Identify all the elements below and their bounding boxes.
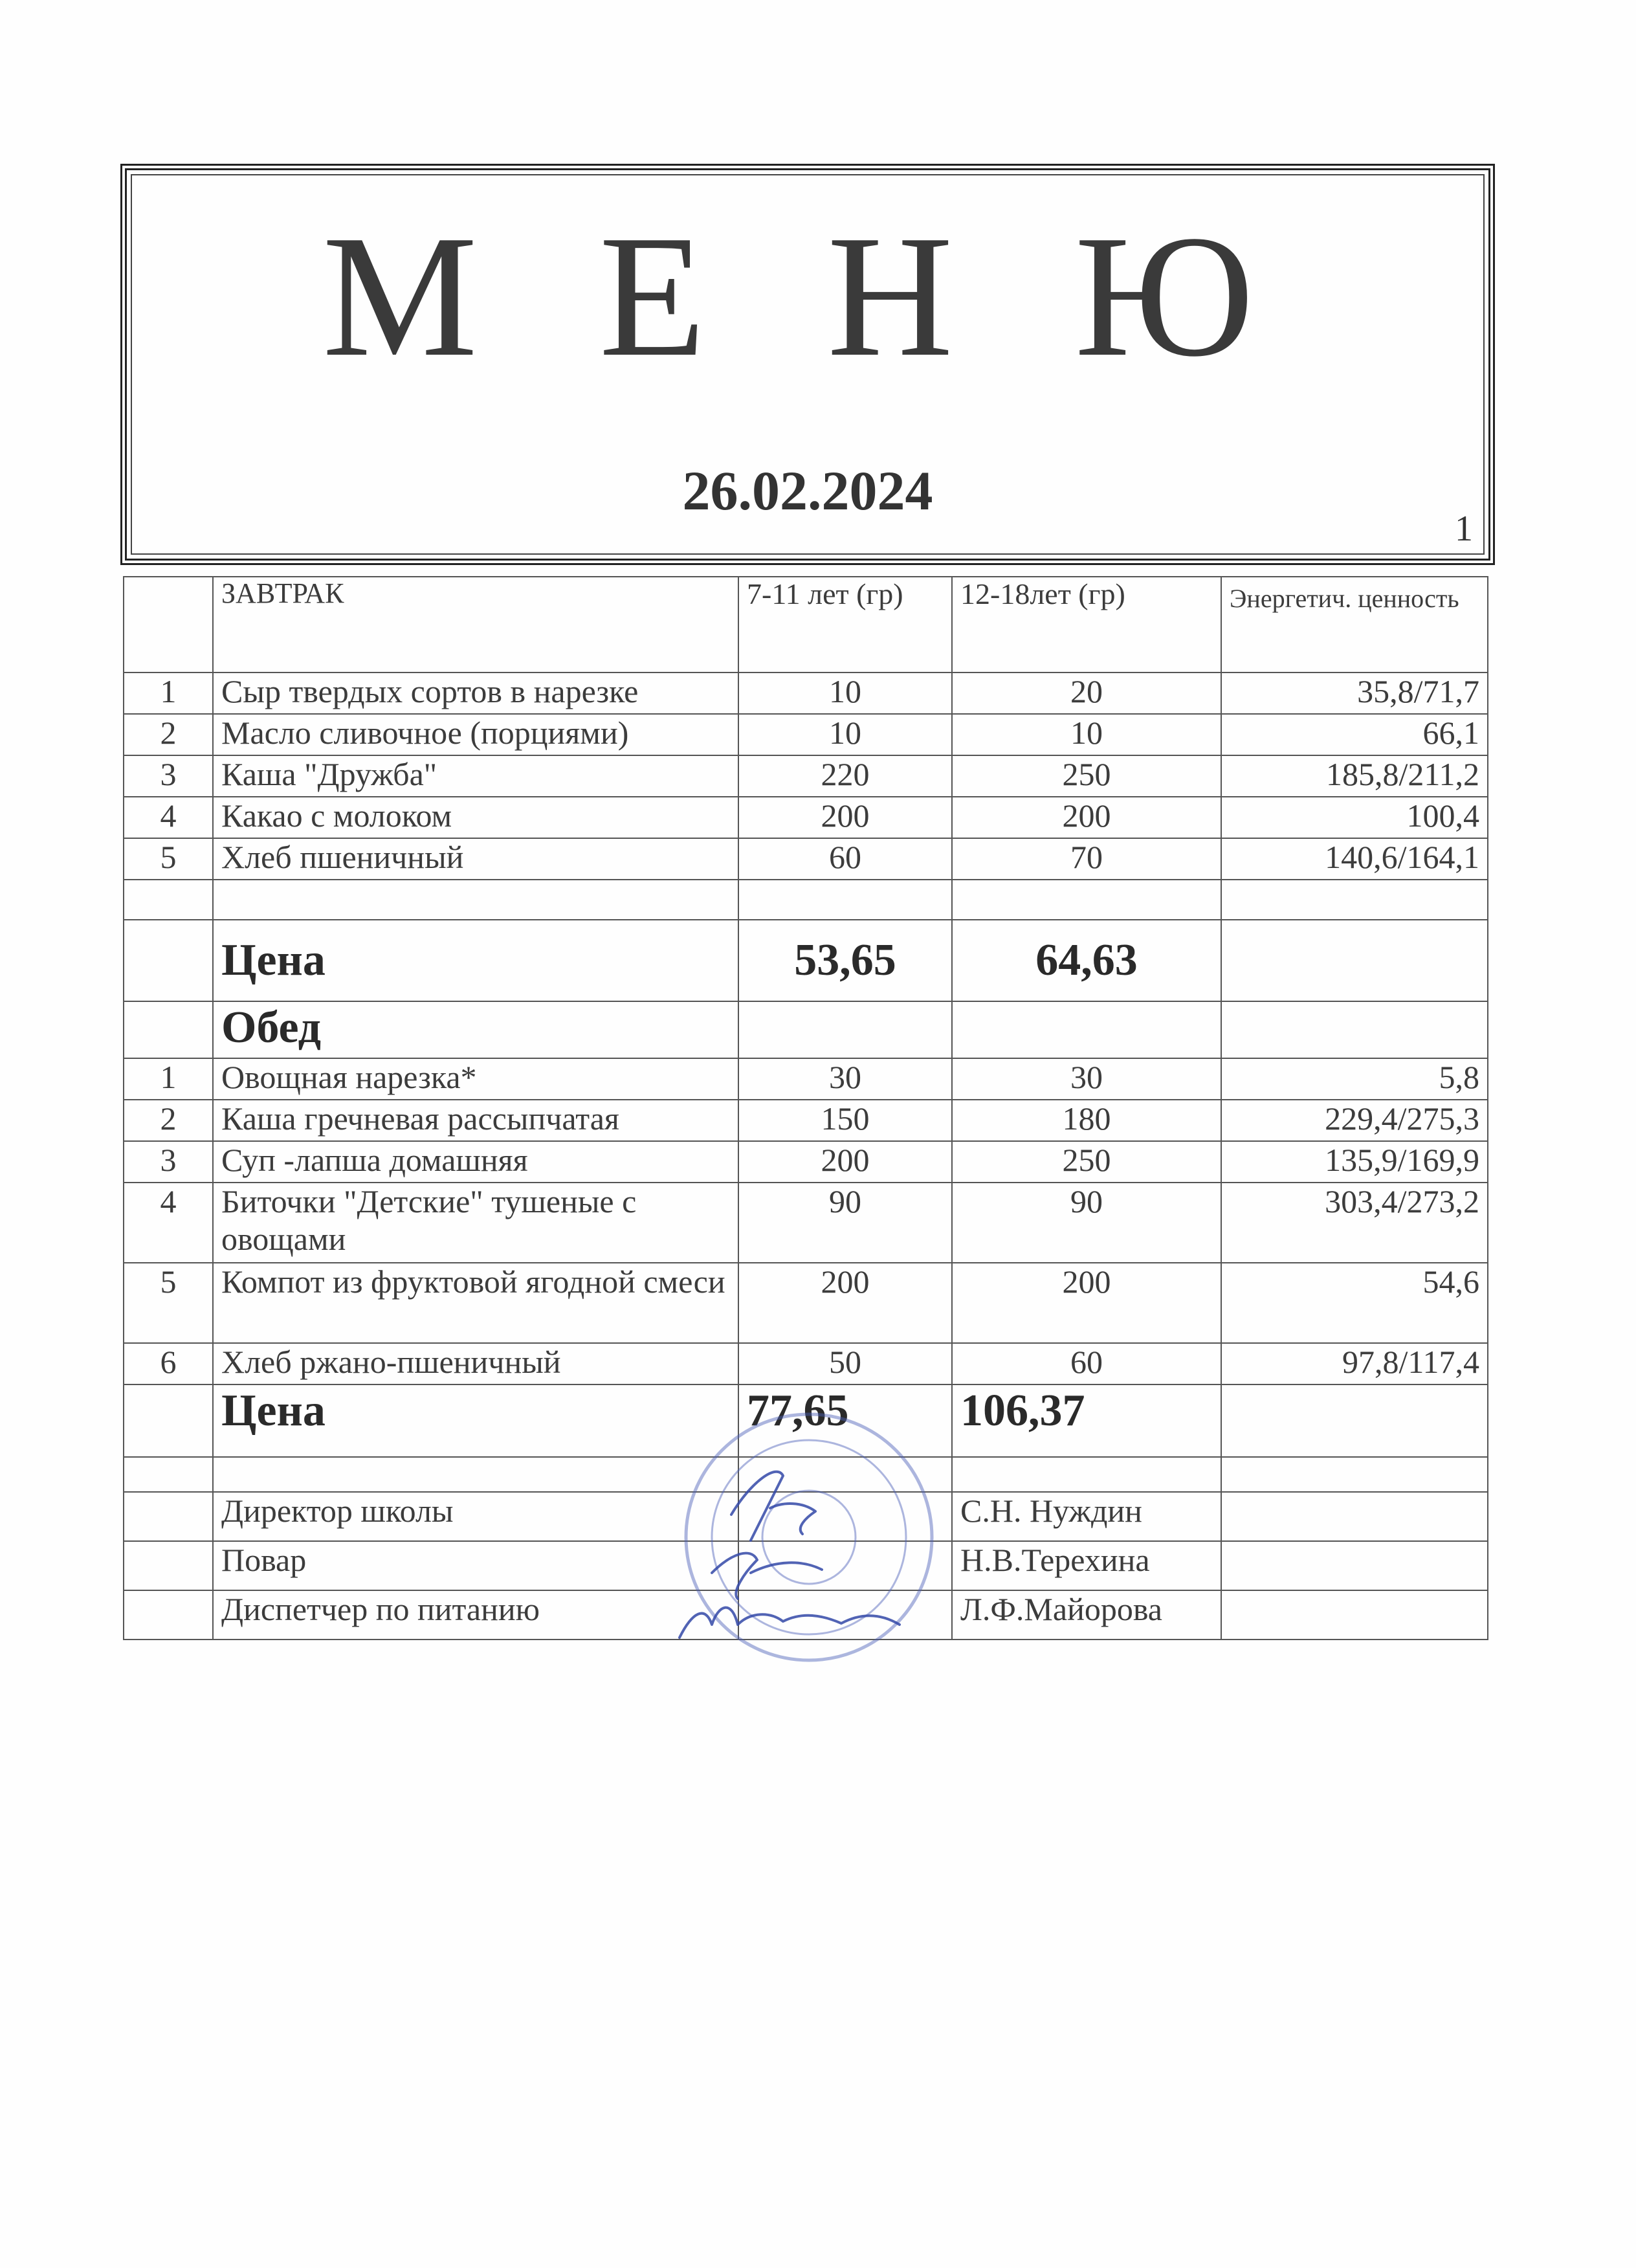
signature-role: Диспетчер по питанию bbox=[213, 1590, 738, 1640]
row-number: 3 bbox=[124, 1141, 213, 1183]
col-energy-header: Энергетич. ценность bbox=[1221, 577, 1488, 673]
page-number: 1 bbox=[1455, 509, 1473, 549]
signature-person: С.Н. Нуждин bbox=[952, 1492, 1221, 1541]
empty-cell bbox=[738, 1001, 952, 1058]
empty-cell bbox=[738, 1457, 952, 1492]
empty-cell bbox=[1221, 1590, 1488, 1640]
portion-7-11: 150 bbox=[738, 1100, 952, 1141]
empty-cell bbox=[213, 880, 738, 920]
portion-12-18: 250 bbox=[952, 755, 1221, 797]
signature-role: Повар bbox=[213, 1541, 738, 1590]
empty-cell bbox=[124, 1457, 213, 1492]
portion-7-11: 200 bbox=[738, 1263, 952, 1343]
table-row bbox=[124, 1058, 1488, 1100]
empty-cell bbox=[738, 1590, 952, 1640]
empty-row bbox=[124, 1457, 1488, 1492]
table-row bbox=[124, 673, 1488, 714]
breakfast-heading: ЗАВТРАК bbox=[213, 577, 738, 673]
dish-name: Компот из фруктовой ягодной смеси bbox=[213, 1263, 738, 1343]
row-number: 2 bbox=[124, 714, 213, 755]
energy-value: 66,1 bbox=[1221, 714, 1488, 755]
lunch-price-row bbox=[124, 1384, 1488, 1457]
price-7-11: 53,65 bbox=[738, 920, 952, 1001]
menu-table bbox=[123, 576, 1488, 1640]
col-7-11-header: 7-11 лет (гр) bbox=[738, 577, 952, 673]
empty-cell bbox=[1221, 1541, 1488, 1590]
table-row bbox=[124, 1183, 1488, 1263]
table-row bbox=[124, 1141, 1488, 1183]
dish-name: Каша "Дружба" bbox=[213, 755, 738, 797]
portion-7-11: 200 bbox=[738, 1141, 952, 1183]
empty-row bbox=[124, 880, 1488, 920]
row-number: 4 bbox=[124, 797, 213, 838]
empty-cell bbox=[124, 1001, 213, 1058]
empty-cell bbox=[1221, 1492, 1488, 1541]
table-row bbox=[124, 1343, 1488, 1384]
price-label: Цена bbox=[213, 1384, 738, 1457]
empty-cell bbox=[124, 880, 213, 920]
menu-title: М Е Н Ю bbox=[322, 199, 1293, 393]
portion-12-18: 180 bbox=[952, 1100, 1221, 1141]
empty-cell bbox=[213, 1457, 738, 1492]
row-number: 3 bbox=[124, 755, 213, 797]
empty-cell bbox=[738, 1492, 952, 1541]
portion-7-11: 90 bbox=[738, 1183, 952, 1263]
menu-date: 26.02.2024 bbox=[682, 460, 933, 522]
table-row bbox=[124, 714, 1488, 755]
portion-7-11: 200 bbox=[738, 797, 952, 838]
breakfast-header-row bbox=[124, 577, 1488, 673]
portion-7-11: 60 bbox=[738, 838, 952, 880]
signature-row bbox=[124, 1590, 1488, 1640]
energy-value: 135,9/169,9 bbox=[1221, 1141, 1488, 1183]
row-number: 4 bbox=[124, 1183, 213, 1263]
portion-7-11: 30 bbox=[738, 1058, 952, 1100]
price-12-18: 106,37 bbox=[952, 1384, 1221, 1457]
row-number: 2 bbox=[124, 1100, 213, 1141]
portion-12-18: 20 bbox=[952, 673, 1221, 714]
portion-12-18: 200 bbox=[952, 1263, 1221, 1343]
row-number: 1 bbox=[124, 1058, 213, 1100]
portion-7-11: 10 bbox=[738, 673, 952, 714]
empty-cell bbox=[952, 1001, 1221, 1058]
price-7-11: 77,65 bbox=[738, 1384, 952, 1457]
portion-12-18: 60 bbox=[952, 1343, 1221, 1384]
empty-cell bbox=[738, 880, 952, 920]
dish-name: Суп -лапша домашняя bbox=[213, 1141, 738, 1183]
energy-value: 229,4/275,3 bbox=[1221, 1100, 1488, 1141]
portion-7-11: 220 bbox=[738, 755, 952, 797]
empty-cell bbox=[1221, 920, 1488, 1001]
energy-value: 5,8 bbox=[1221, 1058, 1488, 1100]
row-number: 5 bbox=[124, 838, 213, 880]
row-number: 5 bbox=[124, 1263, 213, 1343]
empty-cell bbox=[1221, 1384, 1488, 1457]
portion-7-11: 10 bbox=[738, 714, 952, 755]
lunch-heading-row bbox=[124, 1001, 1488, 1058]
signature-row bbox=[124, 1541, 1488, 1590]
table-row bbox=[124, 1263, 1488, 1343]
energy-value: 54,6 bbox=[1221, 1263, 1488, 1343]
signature-row bbox=[124, 1492, 1488, 1541]
energy-value: 140,6/164,1 bbox=[1221, 838, 1488, 880]
menu-title-box bbox=[120, 164, 1495, 565]
signature-role: Директор школы bbox=[213, 1492, 738, 1541]
table-row bbox=[124, 797, 1488, 838]
table-row bbox=[124, 755, 1488, 797]
row-number: 6 bbox=[124, 1343, 213, 1384]
empty-cell bbox=[1221, 880, 1488, 920]
empty-cell bbox=[1221, 1457, 1488, 1492]
empty-cell bbox=[124, 1492, 213, 1541]
empty-cell bbox=[124, 1384, 213, 1457]
signature-person: Н.В.Терехина bbox=[952, 1541, 1221, 1590]
dish-name: Масло сливочное (порциями) bbox=[213, 714, 738, 755]
header-num-cell bbox=[124, 577, 213, 673]
table-row bbox=[124, 1100, 1488, 1141]
price-12-18: 64,63 bbox=[952, 920, 1221, 1001]
dish-name: Биточки "Детские" тушеные с овощами bbox=[213, 1183, 738, 1263]
energy-value: 35,8/71,7 bbox=[1221, 673, 1488, 714]
portion-12-18: 10 bbox=[952, 714, 1221, 755]
empty-cell bbox=[952, 1457, 1221, 1492]
dish-name: Какао с молоком bbox=[213, 797, 738, 838]
empty-cell bbox=[952, 880, 1221, 920]
row-number: 1 bbox=[124, 673, 213, 714]
price-label: Цена bbox=[213, 920, 738, 1001]
portion-7-11: 50 bbox=[738, 1343, 952, 1384]
lunch-heading: Обед bbox=[213, 1001, 738, 1058]
portion-12-18: 250 bbox=[952, 1141, 1221, 1183]
portion-12-18: 200 bbox=[952, 797, 1221, 838]
dish-name: Овощная нарезка* bbox=[213, 1058, 738, 1100]
empty-cell bbox=[124, 1541, 213, 1590]
signature-person: Л.Ф.Майорова bbox=[952, 1590, 1221, 1640]
energy-value: 185,8/211,2 bbox=[1221, 755, 1488, 797]
empty-cell bbox=[1221, 1001, 1488, 1058]
energy-value: 97,8/117,4 bbox=[1221, 1343, 1488, 1384]
dish-name: Каша гречневая рассыпчатая bbox=[213, 1100, 738, 1141]
empty-cell bbox=[738, 1541, 952, 1590]
dish-name: Хлеб пшеничный bbox=[213, 838, 738, 880]
empty-cell bbox=[124, 920, 213, 1001]
portion-12-18: 30 bbox=[952, 1058, 1221, 1100]
energy-value: 100,4 bbox=[1221, 797, 1488, 838]
energy-value: 303,4/273,2 bbox=[1221, 1183, 1488, 1263]
portion-12-18: 90 bbox=[952, 1183, 1221, 1263]
table-row bbox=[124, 838, 1488, 880]
dish-name: Сыр твердых сортов в нарезке bbox=[213, 673, 738, 714]
dish-name: Хлеб ржано-пшеничный bbox=[213, 1343, 738, 1384]
breakfast-price-row bbox=[124, 920, 1488, 1001]
col-12-18-header: 12-18лет (гр) bbox=[952, 577, 1221, 673]
portion-12-18: 70 bbox=[952, 838, 1221, 880]
empty-cell bbox=[124, 1590, 213, 1640]
